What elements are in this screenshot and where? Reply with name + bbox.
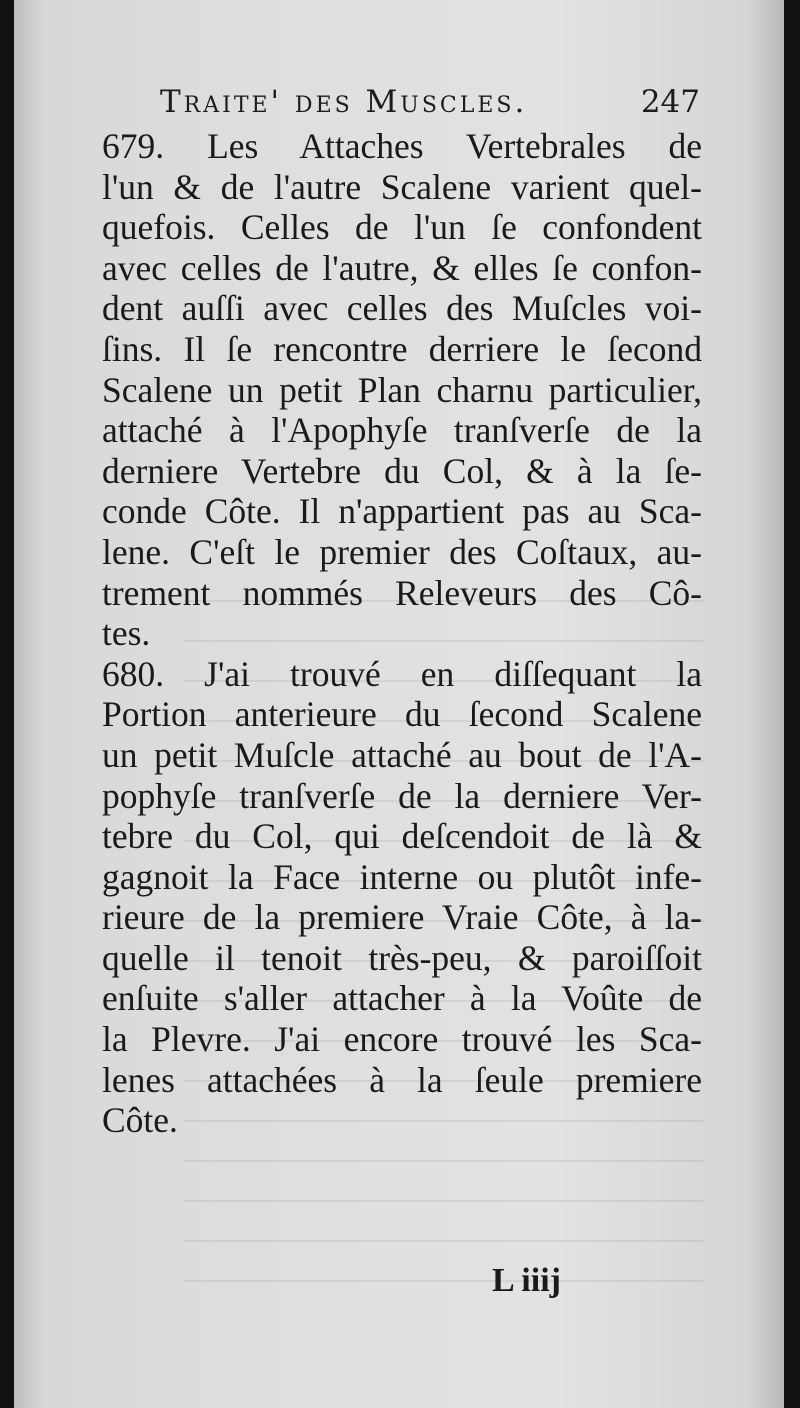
text-line: tes. [102, 613, 151, 654]
signature-mark: L iiij [492, 1262, 561, 1299]
text-line: la Plevre. J'ai encore trouvé les Sca- [102, 1019, 702, 1060]
page-number: 247 [640, 84, 700, 120]
text-line: dent auſſi avec celles des Muſcles voi- [102, 288, 702, 329]
text-line: trement nommés Releveurs des Cô- [102, 572, 702, 613]
text-line: 679. Les Attaches Vertebrales de [102, 126, 702, 166]
text-line: 680. J'ai trouvé en diſſequant la [102, 653, 702, 694]
paragraph-680 [102, 654, 702, 1141]
text-line: conde Côte. Il n'appartient pas au Sca- [102, 491, 702, 532]
text-line: l'un & de l'autre Scalene varient quel- [102, 166, 702, 207]
paragraph-679 [102, 126, 702, 654]
text-line: attaché à l'Apophyſe tranſverſe de la [102, 410, 702, 451]
page-header [160, 84, 700, 124]
text-line: Scalene un petit Plan charnu particulier, [102, 369, 702, 410]
text-line: derniere Vertebre du Col, & à la ſe- [102, 450, 702, 491]
text-line: quefois. Celles de l'un ſe confondent [102, 207, 702, 248]
running-title: Traite' des Muscles. [160, 84, 528, 120]
text-line: lenes attachées à la ſeule premiere [102, 1059, 702, 1100]
text-line: quelle il tenoit très-peu, & paroiſſoit [102, 937, 702, 978]
text-line: Portion anterieure du ſecond Scalene [102, 694, 702, 735]
body-text [102, 126, 702, 1141]
text-line: un petit Muſcle attaché au bout de l'A- [102, 734, 702, 775]
text-line: gagnoit la Face interne ou plutôt infe- [102, 856, 702, 897]
text-line: enſuite s'aller attacher à la Voûte de [102, 978, 702, 1019]
text-line: ſins. Il ſe rencontre derriere le ſecond [102, 328, 702, 369]
text-line: tebre du Col, qui deſcendoit de là & [102, 816, 702, 857]
text-line: avec celles de l'autre, & elles ſe confon- [102, 247, 702, 288]
text-line: pophyſe tranſverſe de la derniere Ver- [102, 775, 702, 816]
text-line: Côte. [102, 1100, 178, 1141]
book-page [14, 0, 784, 1408]
text-line: rieure de la premiere Vraie Côte, à la- [102, 897, 702, 938]
text-line: lene. C'eſt le premier des Coſtaux, au- [102, 531, 702, 572]
